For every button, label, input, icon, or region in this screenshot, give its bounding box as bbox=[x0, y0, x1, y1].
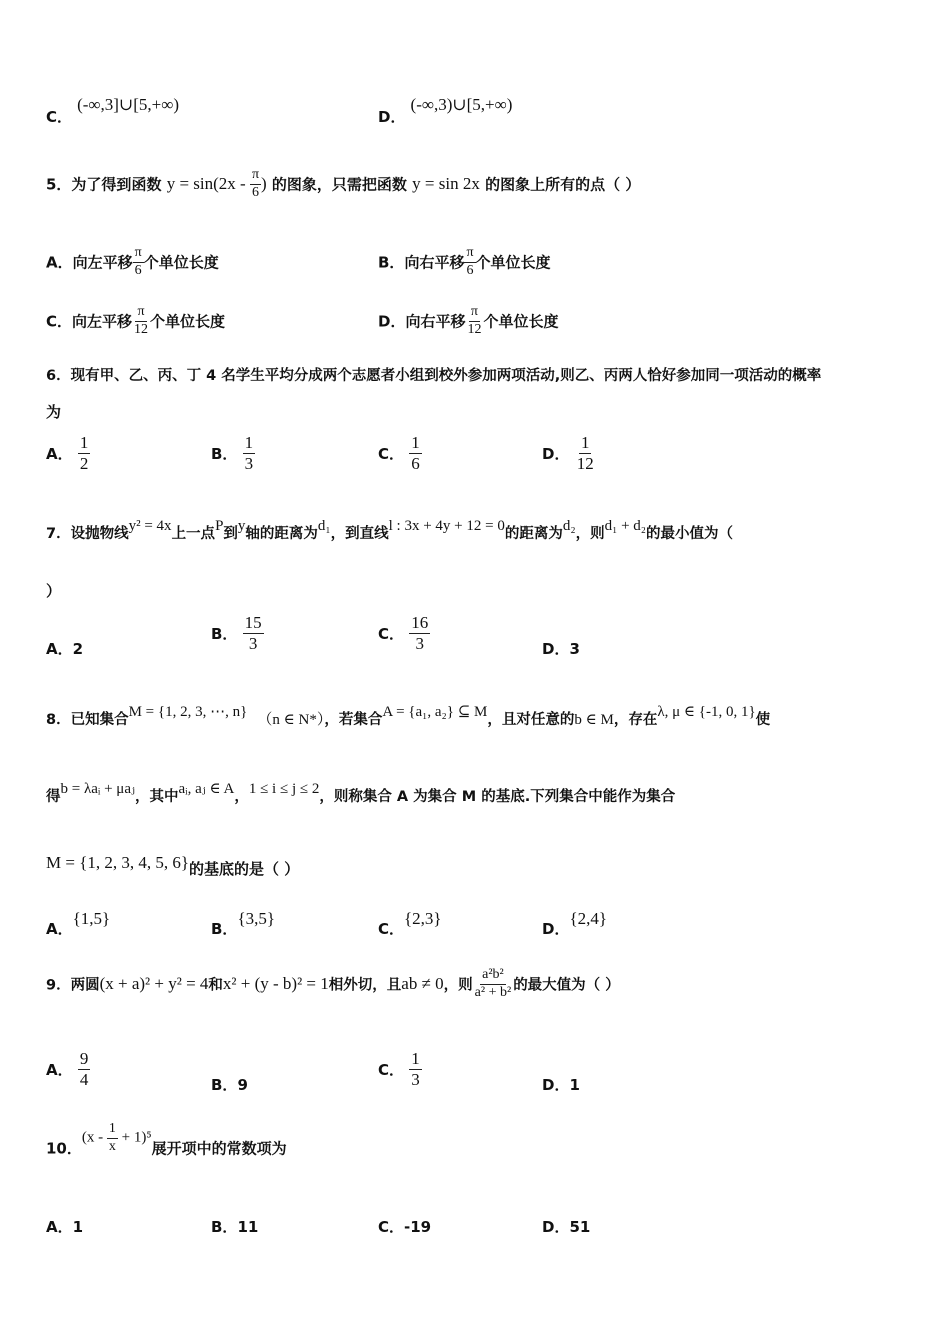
option-label: B． bbox=[211, 1218, 238, 1236]
q5-option-a[interactable] bbox=[46, 246, 219, 278]
q6-option-c[interactable] bbox=[378, 434, 422, 473]
numerator: 16 bbox=[411, 613, 429, 632]
option-text: 向右平移 bbox=[405, 312, 466, 331]
math-expression: y bbox=[237, 518, 246, 534]
numerator: π bbox=[133, 246, 144, 263]
fraction bbox=[132, 305, 150, 337]
option-value: 11 bbox=[237, 1218, 259, 1236]
denominator: 6 bbox=[411, 453, 420, 473]
option-value: -19 bbox=[404, 1218, 432, 1236]
option-label: A． bbox=[46, 1218, 73, 1236]
denominator: 12 bbox=[467, 321, 482, 337]
q7-option-c[interactable] bbox=[378, 614, 430, 653]
stem-text: 的图象上所有的点（ ） bbox=[485, 175, 641, 194]
denominator: 3 bbox=[415, 633, 424, 653]
q6-option-a[interactable] bbox=[46, 434, 90, 473]
q9-option-d[interactable] bbox=[542, 1074, 580, 1095]
numerator: 15 bbox=[244, 613, 262, 632]
option-label: C． bbox=[46, 312, 73, 331]
denominator: 4 bbox=[79, 1069, 89, 1089]
fraction bbox=[473, 968, 514, 1000]
fraction bbox=[133, 246, 144, 278]
stem-text: 的距离为 bbox=[504, 526, 563, 542]
q5-option-d[interactable] bbox=[378, 305, 558, 337]
question-9-stem bbox=[46, 968, 620, 1000]
stem-text: 展开项中的常数项为 bbox=[151, 1139, 287, 1158]
q4-option-d[interactable] bbox=[378, 95, 513, 127]
numerator: 1 bbox=[244, 433, 254, 452]
stem-text: 的最大值为（ ） bbox=[513, 977, 620, 994]
q8-option-d[interactable] bbox=[542, 909, 608, 939]
fraction bbox=[465, 305, 483, 337]
stem-text: ， bbox=[234, 789, 249, 805]
math-expression: P bbox=[215, 518, 224, 534]
fraction bbox=[409, 1050, 422, 1089]
stem-text: 使 bbox=[755, 712, 771, 728]
option-label: C． bbox=[378, 1218, 405, 1236]
numerator: 1 bbox=[411, 1049, 420, 1068]
stem-text: ，则称集合 A 为集合 M 的基底.下列集合中能作为集合 bbox=[319, 789, 676, 805]
numerator: 1 bbox=[580, 433, 590, 452]
denominator: a² + b² bbox=[474, 984, 512, 1000]
fraction bbox=[107, 1122, 118, 1154]
numerator: 9 bbox=[79, 1049, 89, 1068]
stem-text: 的图象，只需把函数 bbox=[271, 175, 407, 194]
math-expression: x² + (y - b)² = 1 bbox=[222, 974, 329, 994]
option-label: A． bbox=[46, 1060, 73, 1079]
option-label: D． bbox=[542, 1076, 570, 1094]
numerator: π bbox=[135, 305, 146, 322]
fraction bbox=[243, 434, 256, 473]
q7-option-b[interactable] bbox=[211, 614, 264, 653]
option-label: A． bbox=[46, 640, 73, 658]
option-label: D． bbox=[378, 312, 406, 331]
option-label: C． bbox=[378, 1060, 405, 1079]
q10-option-a[interactable] bbox=[46, 1216, 83, 1237]
numerator: π bbox=[464, 246, 475, 263]
math-expression: （n ∈ N*） bbox=[257, 712, 325, 728]
math-expression: (x + a)² + y² = 4 bbox=[99, 974, 209, 994]
q9-option-c[interactable] bbox=[378, 1050, 422, 1089]
option-text: 个单位长度 bbox=[475, 253, 551, 272]
math-expression: b = λaᵢ + μaⱼ bbox=[60, 781, 135, 797]
stem-text: ，则 bbox=[575, 526, 605, 542]
stem-text: 得 bbox=[46, 789, 61, 805]
math-expression: ) bbox=[261, 174, 267, 194]
option-value: 3 bbox=[569, 640, 580, 658]
option-value: {2,4} bbox=[569, 909, 608, 928]
question-10-stem bbox=[46, 1121, 287, 1164]
option-label: B． bbox=[378, 253, 405, 272]
question-5-stem bbox=[46, 168, 640, 200]
option-value: 51 bbox=[569, 1218, 591, 1236]
stem-text: ，且对任意的 bbox=[487, 712, 575, 728]
stem-text: 5．为了得到函数 bbox=[46, 175, 162, 194]
stem-text: 的基底的是（ ） bbox=[189, 860, 300, 878]
option-label: C． bbox=[378, 444, 405, 463]
q9-option-a[interactable] bbox=[46, 1050, 90, 1089]
option-text: 个单位长度 bbox=[143, 253, 219, 272]
fraction bbox=[78, 1050, 91, 1089]
stem-text: 的最小值为（ bbox=[646, 526, 734, 542]
option-text: 向左平移 bbox=[72, 312, 133, 331]
q10-option-d[interactable] bbox=[542, 1216, 590, 1237]
numerator: a²b² bbox=[480, 968, 506, 985]
option-label: C． bbox=[46, 108, 73, 126]
option-label: C． bbox=[378, 624, 405, 643]
math-expression: ab ≠ 0 bbox=[401, 974, 444, 994]
math-expression: y² = 4x bbox=[128, 518, 172, 534]
denominator: 2 bbox=[79, 453, 89, 473]
stem-text: ，其中 bbox=[134, 789, 179, 805]
option-expression: (-∞,3]∪[5,+∞) bbox=[77, 95, 179, 114]
fraction bbox=[78, 434, 91, 473]
numerator: π bbox=[250, 168, 261, 185]
denominator: 6 bbox=[466, 262, 474, 278]
denominator: 3 bbox=[244, 453, 254, 473]
q8-option-a[interactable] bbox=[46, 909, 111, 939]
option-label: D． bbox=[542, 1218, 570, 1236]
fraction bbox=[464, 246, 475, 278]
stem-text: 轴的距离为 bbox=[245, 526, 318, 542]
option-value: {2,3} bbox=[404, 909, 442, 928]
stem-text: ，则 bbox=[443, 977, 473, 994]
math-expression: A = {a₁, a₂} ⊆ M bbox=[382, 704, 488, 720]
question-6-stem-line2: 为 bbox=[46, 403, 62, 421]
math-expression: λ, μ ∈ {-1, 0, 1} bbox=[657, 704, 756, 720]
math-expression: d₂ bbox=[562, 518, 576, 534]
question-8-stem-line1 bbox=[46, 704, 771, 729]
q4-option-c[interactable] bbox=[46, 95, 179, 127]
q10-option-c[interactable] bbox=[378, 1216, 431, 1237]
option-label: A． bbox=[46, 253, 73, 272]
math-expression: + 1)⁵ bbox=[117, 1129, 152, 1146]
q5-option-c[interactable] bbox=[46, 305, 225, 337]
option-value: 1 bbox=[569, 1076, 580, 1094]
q10-option-b[interactable] bbox=[211, 1216, 258, 1237]
question-8-stem-line2 bbox=[46, 781, 676, 806]
option-label: D． bbox=[542, 640, 570, 658]
option-value: {3,5} bbox=[237, 909, 276, 928]
stem-text: 到 bbox=[223, 526, 238, 542]
math-expression: y = sin(2x - bbox=[166, 174, 250, 194]
stem-text: 8．已知集合 bbox=[46, 712, 129, 728]
stem-text: ，到直线 bbox=[330, 526, 389, 542]
fraction bbox=[409, 434, 422, 473]
option-label: B． bbox=[211, 624, 238, 643]
denominator: x bbox=[108, 1138, 116, 1154]
math-expression: d₁ bbox=[317, 518, 331, 534]
q8-option-b[interactable] bbox=[211, 909, 276, 939]
stem-text: 10． bbox=[46, 1139, 82, 1158]
question-7-stem-line2: ） bbox=[46, 582, 62, 600]
stem-text: 7．设抛物线 bbox=[46, 526, 129, 542]
q8-option-c[interactable] bbox=[378, 909, 442, 939]
question-6-stem-line1: 6．现有甲、乙、丙、丁 4 名学生平均分成两个志愿者小组到校外参加两项活动,则乙、丙两人恰好参加同一项活动的概率 bbox=[46, 368, 822, 384]
option-value: 1 bbox=[72, 1218, 84, 1236]
math-expression: M = {1, 2, 3, ⋯, n} bbox=[128, 704, 248, 720]
question-8-stem-line3 bbox=[46, 853, 300, 879]
option-expression: (-∞,3)∪[5,+∞) bbox=[410, 95, 513, 114]
option-text: 向右平移 bbox=[404, 253, 465, 272]
denominator: 6 bbox=[251, 184, 259, 200]
option-label: D． bbox=[542, 444, 570, 463]
math-expression: 1 ≤ i ≤ j ≤ 2 bbox=[248, 781, 320, 797]
option-text: 个单位长度 bbox=[483, 312, 559, 331]
option-label: A． bbox=[46, 444, 73, 463]
math-expression: (x - bbox=[81, 1129, 107, 1146]
math-expression: aᵢ, aⱼ ∈ A bbox=[178, 781, 235, 797]
math-expression: l : 3x + 4y + 12 = 0 bbox=[388, 518, 505, 534]
q7-option-d[interactable] bbox=[542, 638, 580, 659]
q6-option-b[interactable] bbox=[211, 434, 255, 473]
fraction bbox=[250, 168, 261, 200]
stem-text: 上一点 bbox=[171, 526, 216, 542]
denominator: 6 bbox=[134, 262, 142, 278]
numerator: π bbox=[469, 305, 480, 322]
q6-option-d[interactable] bbox=[542, 434, 596, 473]
option-label: B． bbox=[211, 920, 238, 938]
q9-option-b[interactable] bbox=[211, 1074, 248, 1095]
math-expression: d₁ + d₂ bbox=[604, 518, 647, 534]
denominator: 3 bbox=[248, 633, 258, 653]
stem-text: 相外切，且 bbox=[328, 977, 402, 994]
option-text: 个单位长度 bbox=[150, 312, 226, 331]
option-label: B． bbox=[211, 444, 238, 463]
numerator: 1 bbox=[79, 433, 89, 452]
denominator: 12 bbox=[576, 453, 594, 473]
option-label: B． bbox=[211, 1076, 238, 1094]
option-label: C． bbox=[378, 920, 405, 938]
fraction bbox=[243, 614, 264, 653]
q5-option-b[interactable] bbox=[378, 246, 551, 278]
numerator: 1 bbox=[107, 1122, 118, 1139]
math-expression: y = sin 2x bbox=[412, 174, 480, 194]
denominator: 12 bbox=[134, 321, 149, 337]
math-expression: b ∈ M bbox=[574, 712, 614, 728]
option-label: D． bbox=[378, 108, 406, 126]
stem-text: ，若集合 bbox=[324, 712, 383, 728]
fraction bbox=[409, 614, 430, 653]
q7-option-a[interactable] bbox=[46, 638, 83, 659]
option-label: D． bbox=[542, 920, 570, 938]
stem-text: 9．两圆 bbox=[46, 977, 100, 994]
question-7-stem bbox=[46, 518, 734, 543]
denominator: 3 bbox=[411, 1069, 420, 1089]
option-value: {1,5} bbox=[72, 909, 111, 928]
option-value: 2 bbox=[72, 640, 84, 658]
math-expression: M = {1, 2, 3, 4, 5, 6} bbox=[46, 853, 190, 872]
option-value: 9 bbox=[237, 1076, 248, 1094]
option-label: A． bbox=[46, 920, 73, 938]
numerator: 1 bbox=[411, 433, 420, 452]
stem-text: 和 bbox=[208, 977, 223, 994]
stem-text: ，存在 bbox=[613, 712, 658, 728]
option-text: 向左平移 bbox=[72, 253, 133, 272]
fraction bbox=[575, 434, 596, 473]
